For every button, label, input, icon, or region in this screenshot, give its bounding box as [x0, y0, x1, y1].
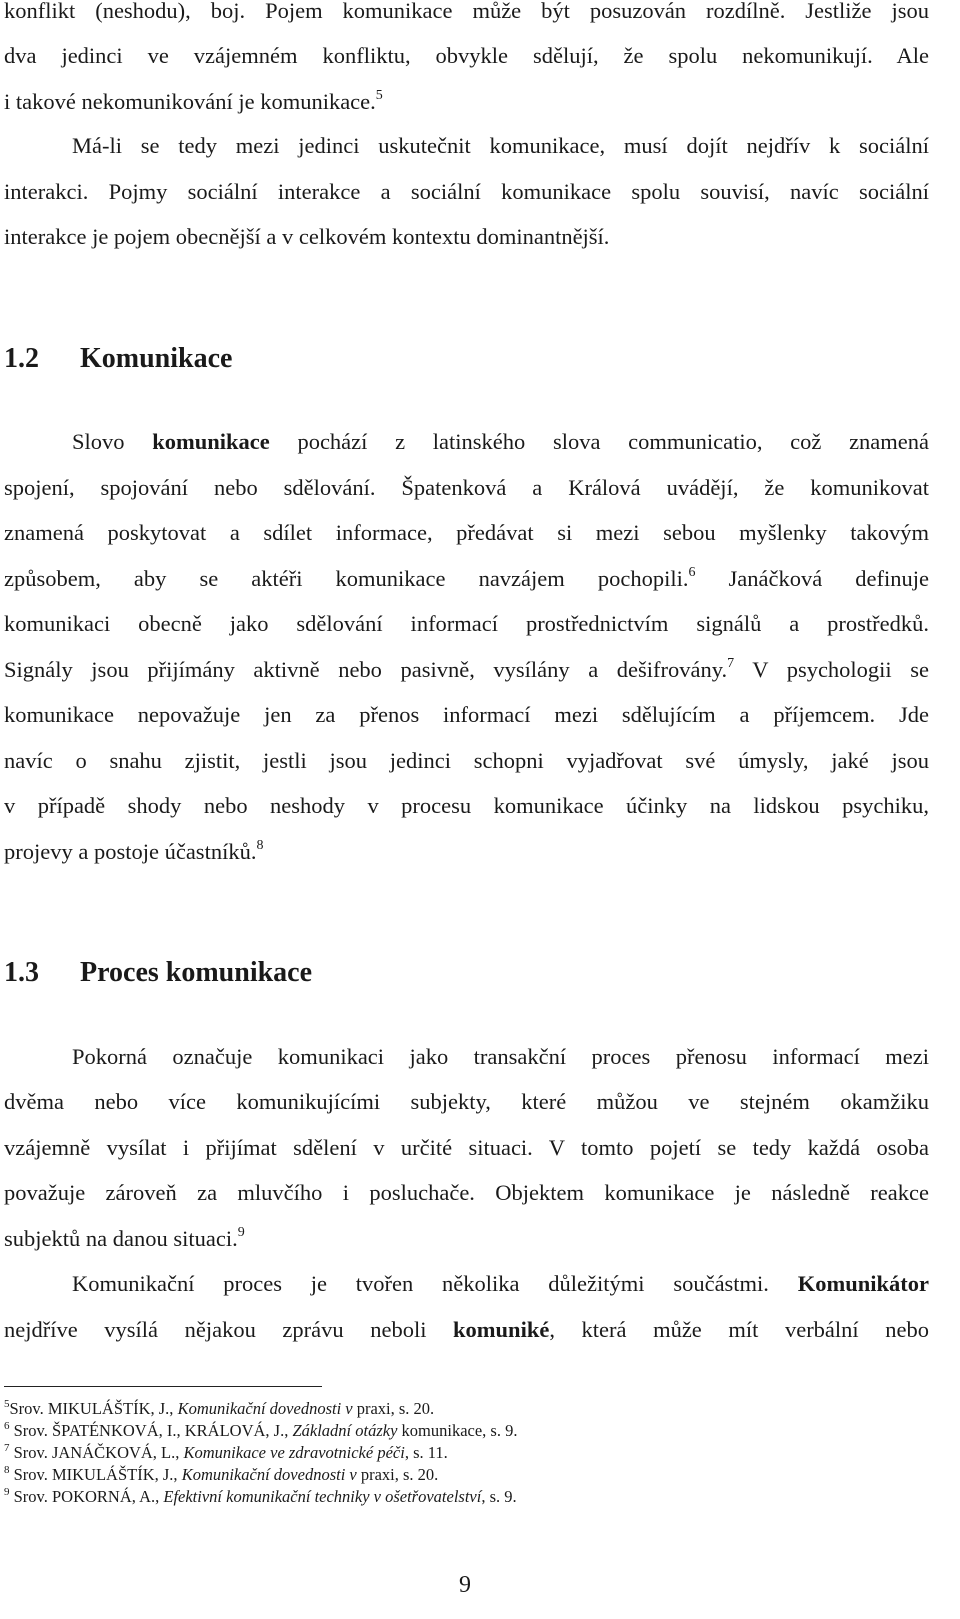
bold-term: komuniké	[453, 1317, 550, 1342]
text-line: dvěma nebo více komunikujícími subjekty, které můžou ve stejném okamžiku	[4, 1089, 929, 1114]
footnote-title: Efektivní komunikační techniky v ošetřovatelství	[163, 1487, 482, 1506]
text-line: spojení, spojování nebo sdělování. Špatenková a Králová uvádějí, že komunikovat	[4, 475, 929, 500]
footnote	[4, 1487, 517, 1507]
footnote-ref: 7	[727, 655, 735, 671]
text-fragment: projevy a postoje účastníků.	[4, 839, 257, 864]
footnote-text: Srov. MIKULÁŠTÍK, J.,	[9, 1399, 178, 1418]
text-line	[4, 87, 929, 117]
footnote-number: 7	[4, 1441, 10, 1454]
text-fragment: Signály jsou přijímány aktivně nebo pasivně, vysílány a dešifrovány.	[4, 657, 728, 682]
text-line: komunikaci obecně jako sdělování informací prostřednictvím signálů a prostředků.	[4, 611, 929, 636]
text-line: Má-li se tedy mezi jedinci uskutečnit komunikace, musí dojít nejdřív k sociální	[72, 133, 929, 158]
text-line	[72, 427, 929, 457]
text-fragment: nejdříve vysílá nějakou zprávu neboli	[4, 1317, 454, 1342]
page-number: 9	[459, 1572, 471, 1598]
footnote-number: 5	[4, 1397, 10, 1410]
footnote-text: Srov. MIKULÁŠTÍK, J.,	[9, 1465, 182, 1484]
footnote-text: Srov. POKORNÁ, A.,	[9, 1487, 164, 1506]
text-fragment: , která může mít verbální nebo	[549, 1317, 929, 1342]
footnote-number: 8	[4, 1463, 10, 1476]
text-line: navíc o snahu zjistit, jestli jsou jedinci schopni vyjadřovat své úmysly, jaké jsou	[4, 748, 929, 773]
footnote-text: , s. 11.	[404, 1443, 448, 1462]
text-line: znamená poskytovat a sdílet informace, předávat si mezi sebou myšlenky takovým	[4, 520, 929, 545]
text-line	[4, 1315, 929, 1345]
section-number: 1.2	[4, 343, 39, 374]
section-heading-1-2	[4, 342, 232, 376]
footnote-ref: 5	[375, 87, 383, 103]
footnote-text: komunikace, s. 9.	[397, 1421, 518, 1440]
section-title: Proces komunikace	[80, 957, 313, 988]
footnote-text: , s. 9.	[481, 1487, 517, 1506]
text-fragment: i takové nekomunikování je komunikace.	[4, 89, 376, 114]
footnote-ref: 6	[688, 564, 696, 580]
footnote-title: Komunikace ve zdravotnické péči	[183, 1443, 405, 1462]
footnote-number: 6	[4, 1419, 10, 1432]
text-fragment: V psychologii se	[734, 657, 929, 682]
text-line: dva jedinci ve vzájemném konfliktu, obvykle sdělují, že spolu nekomunikují. Ale	[4, 43, 929, 68]
text-line	[4, 655, 929, 685]
section-number: 1.3	[4, 957, 39, 988]
section-title: Komunikace	[80, 343, 233, 374]
section-heading-1-3	[4, 956, 312, 990]
text-fragment: Janáčková definuje	[695, 566, 929, 591]
text-line	[4, 564, 929, 594]
text-fragment: pochází z latinského slova communicatio, což znamená	[269, 429, 930, 454]
footnote	[4, 1443, 448, 1463]
text-line: interakci. Pojmy sociální interakce a sociální komunikace spolu souvisí, navíc sociální	[4, 179, 929, 204]
footnote-title: Komunikační dovednosti v	[181, 1465, 357, 1484]
footnote-text: praxi, s. 20.	[356, 1465, 439, 1484]
footnote-text: praxi, s. 20.	[352, 1399, 435, 1418]
footnote-number: 9	[4, 1485, 10, 1498]
text-line: konflikt (neshodu), boj. Pojem komunikace může být posuzován rozdílně. Jestliže jsou	[4, 0, 929, 23]
text-line: v případě shody nebo neshody v procesu komunikace účinky na lidskou psychiku,	[4, 793, 929, 818]
text-line	[4, 837, 929, 867]
text-fragment: Slovo	[72, 429, 153, 454]
footnote	[4, 1421, 517, 1441]
text-fragment: Komunikační proces je tvořen několika důležitými součástmi.	[72, 1271, 798, 1296]
text-fragment: subjektů na danou situaci.	[4, 1226, 238, 1251]
text-line: interakce je pojem obecnější a v celkovém kontextu dominantnější.	[4, 224, 610, 249]
bold-term: komunikace	[152, 429, 270, 454]
footnote-ref: 9	[237, 1224, 245, 1240]
text-line: vzájemně vysílat i přijímat sdělení v určité situaci. V tomto pojetí se tedy každá osoba	[4, 1135, 929, 1160]
footnote-separator	[4, 1386, 322, 1387]
footnote	[4, 1399, 434, 1419]
text-line: komunikace nepovažuje jen za přenos informací mezi sdělujícím a příjemcem. Jde	[4, 702, 929, 727]
text-fragment: způsobem, aby se aktéři komunikace navzájem pochopili.	[4, 566, 689, 591]
text-line: považuje zároveň za mluvčího i posluchače. Objektem komunikace je následně reakce	[4, 1180, 929, 1205]
text-line: Pokorná označuje komunikaci jako transakční proces přenosu informací mezi	[72, 1044, 929, 1069]
footnote-ref: 8	[256, 837, 264, 853]
footnote-title: Komunikační dovednosti v	[177, 1399, 353, 1418]
footnote-title: Základní otázky	[292, 1421, 398, 1440]
footnote	[4, 1465, 438, 1485]
footnote-text: Srov. ŠPATÉNKOVÁ, I., KRÁLOVÁ, J.,	[9, 1421, 293, 1440]
text-line	[4, 1224, 929, 1254]
bold-term: Komunikátor	[797, 1271, 929, 1296]
footnote-text: Srov. JANÁČKOVÁ, L.,	[9, 1443, 184, 1462]
text-line	[72, 1269, 929, 1299]
